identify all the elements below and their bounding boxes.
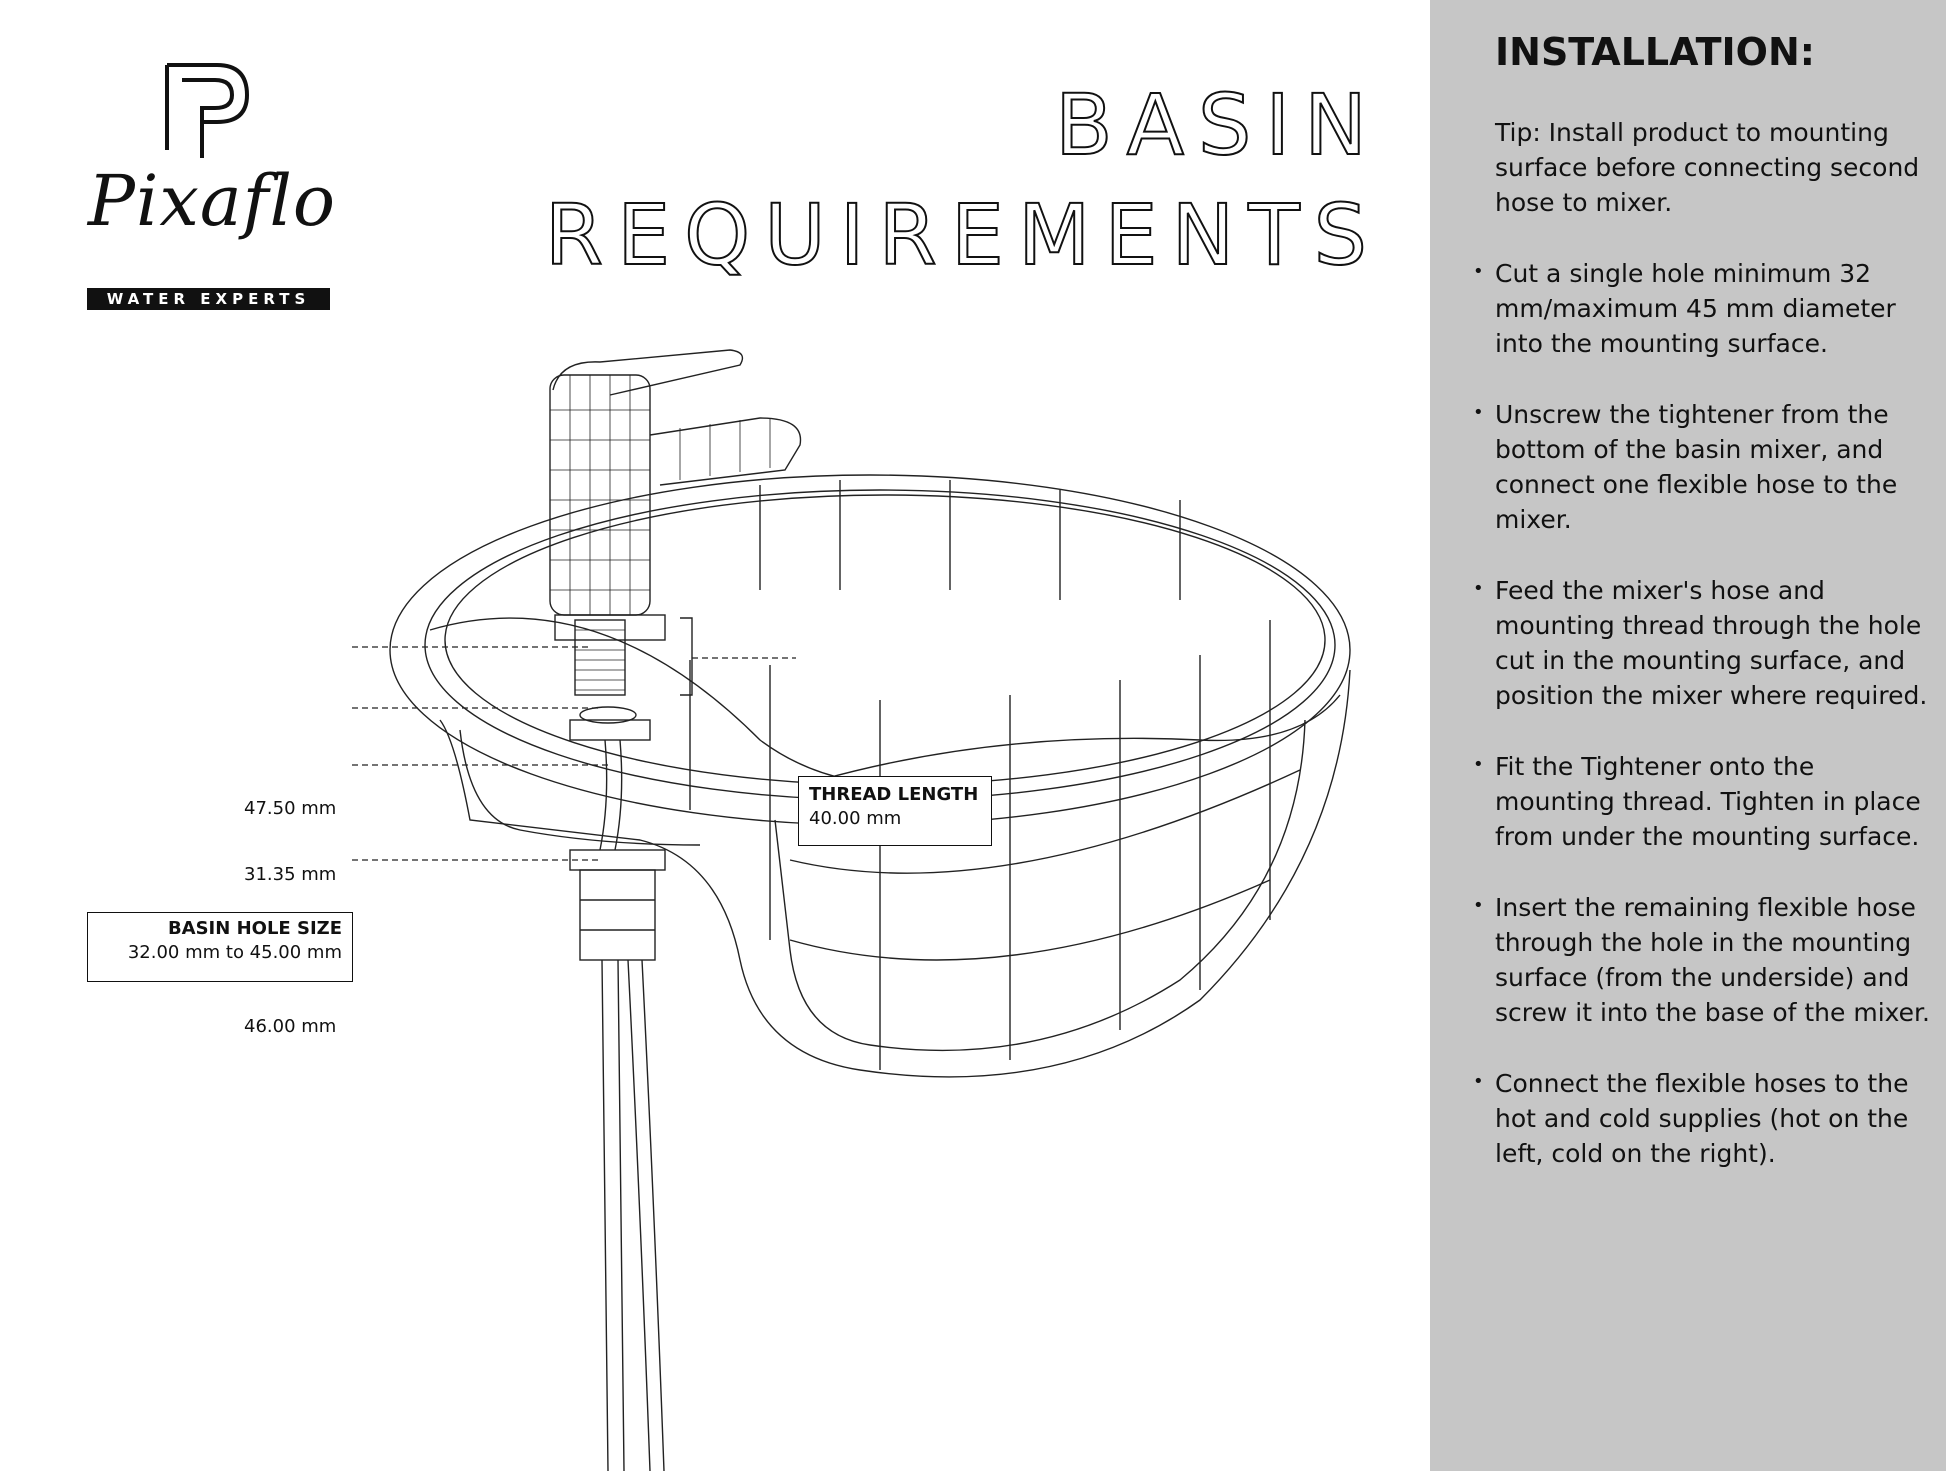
flexible-hose-left xyxy=(602,960,624,1471)
title-line-2: REQUIREMENTS xyxy=(544,186,1381,284)
installation-step: • Feed the mixer's hose and mounting thread through the hole cut in the mounting surface, and position the mixer where required. xyxy=(1495,573,1930,713)
basin-rim-outer xyxy=(390,475,1350,825)
installation-tip: Tip: Install product to mounting surface before connecting second hose to mixer. xyxy=(1495,118,1920,217)
basin-hole-size-label: BASIN HOLE SIZE xyxy=(167,918,342,939)
thread-length-value: 40.00 mm xyxy=(809,808,902,829)
brand-tagline: WATER EXPERTS xyxy=(87,288,330,310)
mounting-thread xyxy=(575,620,625,695)
basin-hole-size-value: 32.00 mm to 45.00 mm xyxy=(127,942,342,963)
faucet-body xyxy=(550,375,650,615)
installation-step: • Cut a single hole minimum 32 mm/maximum 45 mm diameter into the mounting surface. xyxy=(1495,256,1930,361)
installation-step: • Connect the flexible hoses to the hot and cold supplies (hot on the left, cold on the right). xyxy=(1495,1066,1930,1171)
dimension-46-00: 46.00 mm xyxy=(244,1016,337,1037)
dimension-31-35: 31.35 mm xyxy=(244,864,337,885)
basin-hole-size-box xyxy=(87,912,353,982)
dimension-47-50: 47.50 mm xyxy=(244,798,337,819)
installation-panel xyxy=(1430,0,1946,1471)
flexible-hose-right xyxy=(628,960,664,1471)
installation-heading: INSTALLATION: xyxy=(1495,30,1815,74)
brand-logo xyxy=(82,60,342,315)
installation-step: • Insert the remaining flexible hose through the hole in the mounting surface (from the underside) and screw it into the base of the mixer. xyxy=(1495,890,1930,1030)
installation-step: • Unscrew the tightener from the bottom of the basin mixer, and connect one flexible hose to the mixer. xyxy=(1495,397,1930,537)
title-line-1: BASIN xyxy=(1054,76,1381,174)
installation-step: • Fit the Tightener onto the mounting thread. Tighten in place from under the mounting surface. xyxy=(1495,749,1930,854)
brand-name: Pixaflo xyxy=(87,160,337,242)
thread-length-label: THREAD LENGTH xyxy=(809,784,979,805)
faucet-spout xyxy=(650,418,801,485)
faucet-lever xyxy=(553,350,742,395)
thread-length-box xyxy=(798,776,992,846)
p-monogram-icon xyxy=(157,60,257,160)
installation-body xyxy=(1495,115,1930,1207)
basin-mixer-drawing xyxy=(0,300,1420,1471)
page-title xyxy=(545,70,1381,290)
installation-steps xyxy=(1495,256,1930,1171)
